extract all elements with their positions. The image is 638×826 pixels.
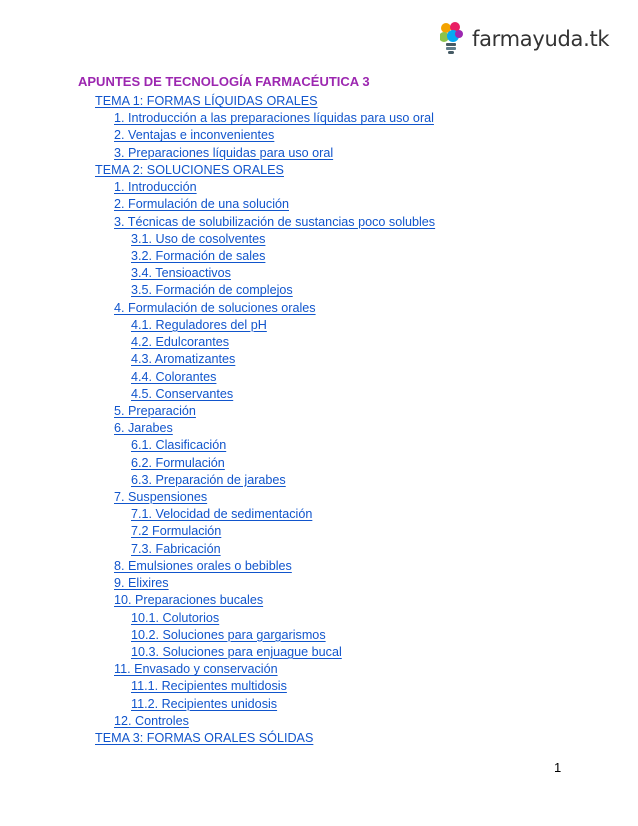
toc-entry — [0, 661, 638, 678]
toc-link[interactable]: TEMA 1: FORMAS LÍQUIDAS ORALES — [95, 94, 318, 108]
toc-link[interactable]: 4.2. Edulcorantes — [131, 335, 230, 350]
toc-entry — [0, 592, 638, 609]
toc-link[interactable]: 3.1. Uso de cosolventes — [131, 231, 266, 246]
toc-link[interactable]: 2. Ventajas e inconvenientes — [114, 128, 275, 143]
toc-entry — [0, 575, 638, 592]
toc-entry — [0, 455, 638, 472]
toc-entry — [0, 730, 638, 747]
toc-link[interactable]: 4.4. Colorantes — [131, 369, 217, 384]
toc-link[interactable]: 4.1. Reguladores del pH — [131, 317, 267, 332]
toc-entry — [0, 334, 638, 351]
toc-link[interactable]: 3. Técnicas de solubilización de sustancias poco solubles — [114, 214, 436, 229]
toc-entry — [0, 558, 638, 575]
toc-entry — [0, 93, 638, 110]
toc-entry — [0, 196, 638, 213]
toc-link[interactable]: 7.2 Formulación — [131, 524, 222, 539]
toc-link[interactable]: TEMA 2: SOLUCIONES ORALES — [95, 162, 284, 177]
toc-entry — [0, 489, 638, 506]
toc-link[interactable]: 1. Introducción a las preparaciones líquidas para uso oral — [114, 111, 434, 126]
toc-entry — [0, 369, 638, 386]
document-title: APUNTES DE TECNOLOGÍA FARMACÉUTICA 3 — [78, 74, 370, 89]
toc-entry — [0, 110, 638, 127]
toc-link[interactable]: 12. Controles — [114, 713, 189, 728]
toc-link[interactable]: 4. Formulación de soluciones orales — [114, 300, 316, 315]
toc-entry — [0, 644, 638, 661]
toc-entry — [0, 403, 638, 420]
toc-link[interactable]: 3.5. Formación de complejos — [131, 283, 293, 298]
site-logo — [440, 22, 609, 56]
logo-text: farmayuda.tk — [472, 27, 610, 51]
toc-link[interactable]: 4.3. Aromatizantes — [131, 352, 236, 367]
toc-link[interactable]: 6.3. Preparación de jarabes — [131, 472, 286, 487]
toc-link[interactable]: 7. Suspensiones — [114, 490, 208, 505]
toc-link[interactable]: 6. Jarabes — [114, 421, 173, 436]
table-of-contents — [0, 93, 638, 747]
toc-entry — [0, 127, 638, 144]
toc-entry — [0, 162, 638, 179]
page-number: 1 — [554, 760, 562, 775]
toc-link[interactable]: 7.1. Velocidad de sedimentación — [131, 507, 313, 522]
toc-entry — [0, 282, 638, 299]
toc-entry — [0, 627, 638, 644]
toc-entry — [0, 696, 638, 713]
toc-link[interactable]: 10.2. Soluciones para gargarismos — [131, 627, 326, 642]
toc-link[interactable]: 3.4. Tensioactivos — [131, 266, 231, 281]
lightbulb-icon — [440, 22, 464, 56]
toc-entry — [0, 523, 638, 540]
toc-entry — [0, 145, 638, 162]
toc-entry — [0, 541, 638, 558]
toc-entry — [0, 713, 638, 730]
toc-entry — [0, 351, 638, 368]
toc-entry — [0, 506, 638, 523]
toc-link[interactable]: 6.2. Formulación — [131, 455, 225, 470]
toc-link[interactable]: 11.2. Recipientes unidosis — [131, 696, 278, 711]
toc-entry — [0, 248, 638, 265]
toc-link[interactable]: 9. Elixires — [114, 576, 169, 591]
toc-entry — [0, 420, 638, 437]
toc-link[interactable]: 7.3. Fabricación — [131, 541, 221, 556]
toc-link[interactable]: TEMA 3: FORMAS ORALES SÓLIDAS — [95, 731, 314, 746]
toc-entry — [0, 610, 638, 627]
toc-link[interactable]: 4.5. Conservantes — [131, 386, 234, 401]
toc-entry — [0, 437, 638, 454]
toc-link[interactable]: 10.1. Colutorios — [131, 610, 220, 625]
toc-entry — [0, 231, 638, 248]
toc-link[interactable]: 6.1. Clasificación — [131, 438, 227, 453]
toc-link[interactable]: 11.1. Recipientes multidosis — [131, 679, 287, 694]
toc-link[interactable]: 8. Emulsiones orales o bebibles — [114, 558, 292, 573]
toc-link[interactable]: 10. Preparaciones bucales — [114, 593, 264, 608]
toc-link[interactable]: 3.2. Formación de sales — [131, 248, 266, 263]
toc-entry — [0, 214, 638, 231]
toc-link[interactable]: 3. Preparaciones líquidas para uso oral — [114, 145, 334, 160]
toc-link[interactable]: 10.3. Soluciones para enjuague bucal — [131, 645, 342, 659]
toc-link[interactable]: 2. Formulación de una solución — [114, 197, 290, 212]
toc-link[interactable]: 11. Envasado y conservación — [114, 662, 278, 677]
toc-link[interactable]: 1. Introducción — [114, 180, 197, 195]
toc-entry — [0, 472, 638, 489]
toc-entry — [0, 179, 638, 196]
toc-entry — [0, 317, 638, 334]
toc-entry — [0, 678, 638, 695]
toc-link[interactable]: 5. Preparación — [114, 403, 196, 418]
toc-entry — [0, 386, 638, 403]
toc-entry — [0, 300, 638, 317]
toc-entry — [0, 265, 638, 282]
